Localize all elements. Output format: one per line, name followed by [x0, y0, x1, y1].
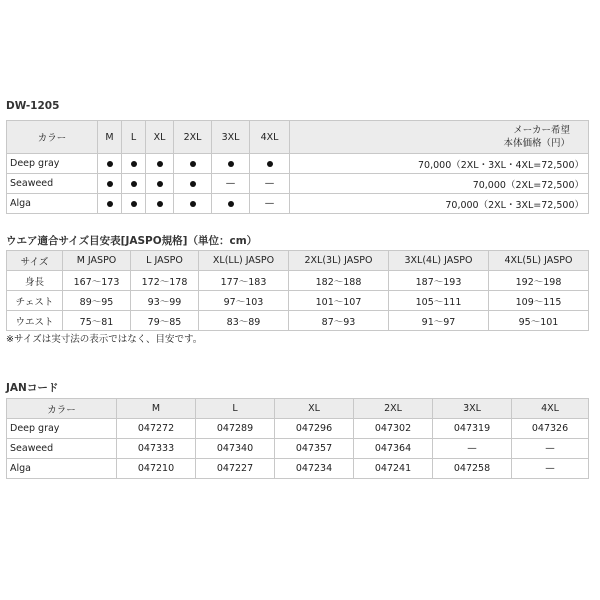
unavailable-mark: — [212, 174, 250, 194]
filled-circle-icon [107, 161, 113, 167]
table-cell: 172～178 [131, 271, 199, 291]
filled-circle-icon [228, 201, 234, 207]
column-header: 3XL [433, 399, 512, 419]
filled-circle-icon [157, 181, 163, 187]
table-cell: 047302 [354, 419, 433, 439]
size-row [7, 271, 589, 291]
color-name: Alga [7, 194, 98, 214]
size-guide-table [6, 250, 589, 331]
column-header: 3XL(4L) JASPO [389, 251, 489, 271]
size-header: M [98, 121, 122, 154]
table-cell: 101～107 [289, 291, 389, 311]
jan-code-table [6, 398, 589, 479]
available-mark [250, 154, 290, 174]
table-cell: 93～99 [131, 291, 199, 311]
row-label: Deep gray [7, 419, 117, 439]
table-cell: 182～188 [289, 271, 389, 291]
available-mark [98, 154, 122, 174]
filled-circle-icon [267, 161, 273, 167]
table-cell: 047289 [196, 419, 275, 439]
color-name: Seaweed [7, 174, 98, 194]
table-cell: 187～193 [389, 271, 489, 291]
available-mark [122, 194, 146, 214]
column-header: XL(LL) JASPO [199, 251, 289, 271]
table-cell: 047333 [117, 439, 196, 459]
available-mark [212, 154, 250, 174]
price-header [290, 121, 589, 154]
filled-circle-icon [157, 201, 163, 207]
product-code-title: DW-1205 [6, 100, 60, 112]
price-header-line2: 本体価格（円） [503, 138, 570, 149]
table-cell: 87～93 [289, 311, 389, 331]
jan-table-title: JANコード [6, 382, 59, 394]
filled-circle-icon [107, 181, 113, 187]
table-cell: 105～111 [389, 291, 489, 311]
table-cell: 047340 [196, 439, 275, 459]
availability-row [7, 154, 589, 174]
price-cell: 70,000（2XL・3XL・4XL=72,500） [290, 154, 589, 174]
availability-row [7, 194, 589, 214]
table-cell: 177～183 [199, 271, 289, 291]
table-cell: 047241 [354, 459, 433, 479]
row-label: 身長 [7, 271, 63, 291]
available-mark [174, 174, 212, 194]
availability-table [6, 120, 589, 214]
column-header: 2XL(3L) JASPO [289, 251, 389, 271]
size-row [7, 311, 589, 331]
table-cell: — [512, 459, 589, 479]
row-label: チェスト [7, 291, 63, 311]
size-table-title: ウエア適合サイズ目安表[JASPO規格]（単位：cm） [6, 235, 258, 247]
size-header: 3XL [212, 121, 250, 154]
color-header: カラー [7, 121, 98, 154]
table-cell: 047258 [433, 459, 512, 479]
table-cell: 83～89 [199, 311, 289, 331]
availability-header-row [7, 121, 589, 154]
table-cell: 75～81 [63, 311, 131, 331]
unavailable-mark: — [250, 174, 290, 194]
table-cell: 047227 [196, 459, 275, 479]
column-header: 2XL [354, 399, 433, 419]
table-cell: — [433, 439, 512, 459]
price-header-line1: メーカー希望 [513, 125, 570, 136]
filled-circle-icon [190, 181, 196, 187]
table-cell: 89～95 [63, 291, 131, 311]
jan-row [7, 459, 589, 479]
jan-row [7, 439, 589, 459]
filled-circle-icon [131, 201, 137, 207]
unavailable-mark: — [250, 194, 290, 214]
table-cell: — [512, 439, 589, 459]
available-mark [174, 194, 212, 214]
column-header: 4XL(5L) JASPO [489, 251, 589, 271]
color-name: Deep gray [7, 154, 98, 174]
size-header: L [122, 121, 146, 154]
size-row [7, 291, 589, 311]
table-cell: 047326 [512, 419, 589, 439]
row-label: ウエスト [7, 311, 63, 331]
table-cell: 79～85 [131, 311, 199, 331]
table-cell: 167～173 [63, 271, 131, 291]
table-cell: 047234 [275, 459, 354, 479]
available-mark [122, 154, 146, 174]
table-cell: 109～115 [489, 291, 589, 311]
table-cell: 047357 [275, 439, 354, 459]
size-header: 4XL [250, 121, 290, 154]
table-cell: 047319 [433, 419, 512, 439]
filled-circle-icon [228, 161, 234, 167]
size-note: ※サイズは実寸法の表示ではなく、目安です。 [6, 334, 203, 345]
table-cell: 192～198 [489, 271, 589, 291]
jan-row [7, 419, 589, 439]
column-header: 4XL [512, 399, 589, 419]
column-header: XL [275, 399, 354, 419]
column-header: M JASPO [63, 251, 131, 271]
column-header: L [196, 399, 275, 419]
price-cell: 70,000（2XL・3XL=72,500） [290, 194, 589, 214]
available-mark [98, 194, 122, 214]
available-mark [146, 154, 174, 174]
row-label: Alga [7, 459, 117, 479]
table-cell: 97～103 [199, 291, 289, 311]
table-cell: 91～97 [389, 311, 489, 331]
size-header: XL [146, 121, 174, 154]
column-header: カラー [7, 399, 117, 419]
table-cell: 047296 [275, 419, 354, 439]
row-label: Seaweed [7, 439, 117, 459]
table-cell: 047272 [117, 419, 196, 439]
filled-circle-icon [190, 161, 196, 167]
available-mark [174, 154, 212, 174]
table-cell: 047364 [354, 439, 433, 459]
available-mark [146, 174, 174, 194]
filled-circle-icon [131, 181, 137, 187]
available-mark [146, 194, 174, 214]
price-cell: 70,000（2XL=72,500） [290, 174, 589, 194]
size-header: 2XL [174, 121, 212, 154]
table-cell: 047210 [117, 459, 196, 479]
filled-circle-icon [190, 201, 196, 207]
available-mark [122, 174, 146, 194]
filled-circle-icon [157, 161, 163, 167]
column-header: M [117, 399, 196, 419]
available-mark [212, 194, 250, 214]
availability-row [7, 174, 589, 194]
filled-circle-icon [107, 201, 113, 207]
table-cell: 95～101 [489, 311, 589, 331]
column-header: L JASPO [131, 251, 199, 271]
available-mark [98, 174, 122, 194]
filled-circle-icon [131, 161, 137, 167]
size-header-row [7, 251, 589, 271]
jan-header-row [7, 399, 589, 419]
column-header: サイズ [7, 251, 63, 271]
